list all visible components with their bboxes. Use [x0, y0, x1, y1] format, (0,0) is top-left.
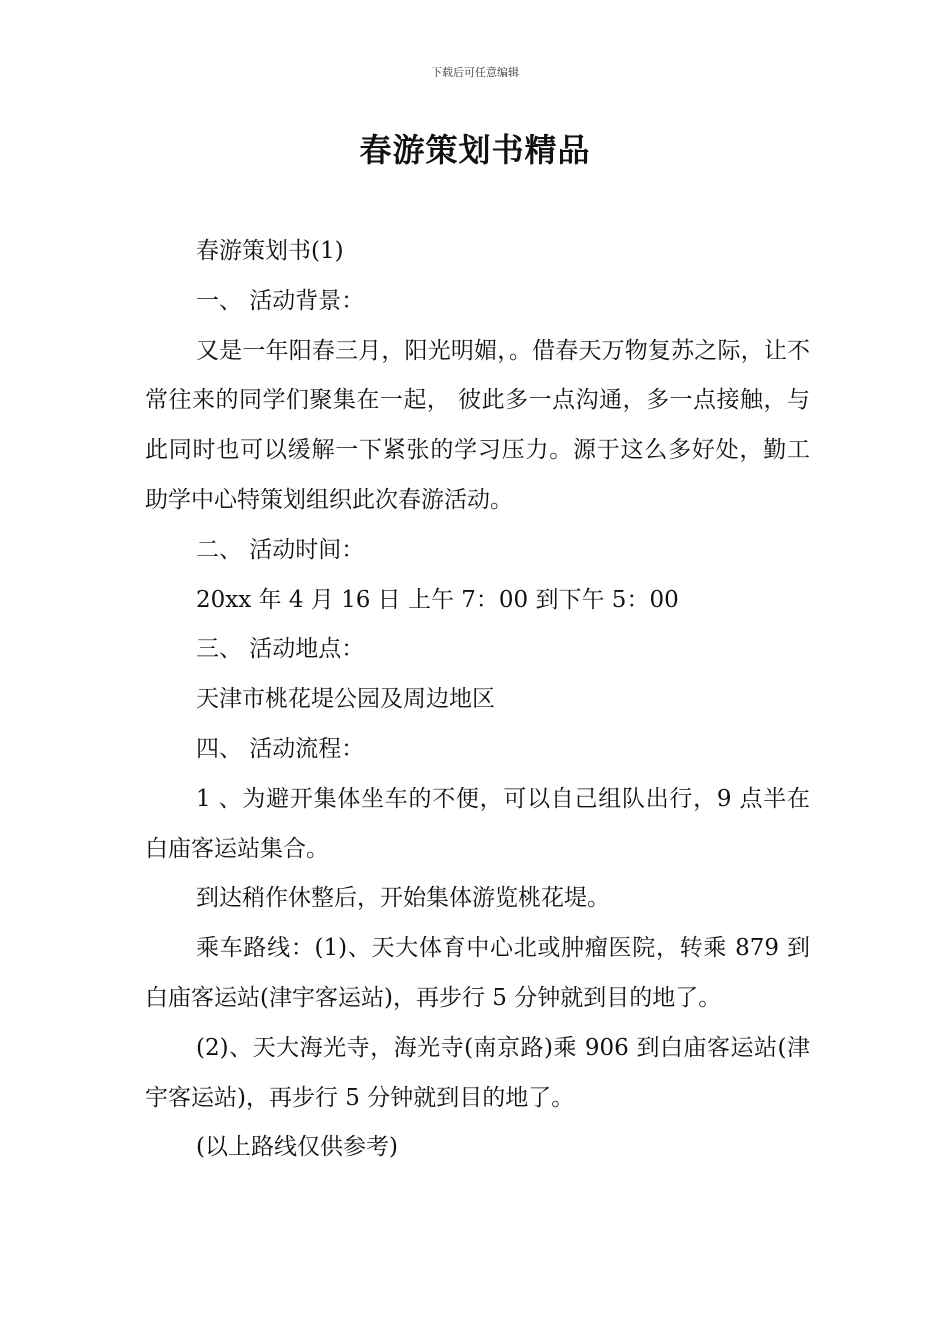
- paragraph-background: 又是一年阳春三月，阳光明媚，。借春天万物复苏之际，让不常往来的同学们聚集在一起， 彼此多一点沟通，多一点接触，与此同时也可以缓解一下紧张的学习压力。源于这么多好处，勤工助学中心特策划组织此次春游活动。: [145, 337, 810, 513]
- paragraph-route-2: (2)、天大海光寺，海光寺(南京路)乘 906 到白庙客运站(津宇客运站)，再步行 5 分钟就到目的地了。: [145, 1034, 810, 1111]
- section-heading-process: 四、 活动流程：: [196, 735, 365, 762]
- paragraph-route-note: (以上路线仅供参考): [196, 1134, 398, 1161]
- header-note: 下载后可任意编辑: [431, 66, 519, 79]
- paragraph-time: 20xx 年 4 月 16 日 上午 7：00 到下午 5：00: [196, 586, 679, 613]
- paragraph-location: 天津市桃花堤公园及周边地区: [196, 686, 495, 713]
- paragraph-subtitle: 春游策划书(1): [196, 238, 344, 264]
- document-body: [145, 227, 810, 1173]
- section-heading-time: 二、 活动时间：: [196, 536, 365, 563]
- section-heading-location: 三、 活动地点：: [196, 636, 365, 663]
- section-heading-background: 一、 活动背景：: [196, 287, 365, 314]
- page-title: 春游策划书精品: [359, 131, 591, 169]
- paragraph-process-step-1: 1 、为避开集体坐车的不便，可以自己组队出行，9 点半在白庙客运站集合。: [145, 785, 810, 862]
- paragraph-process-tour: 到达稍作休整后，开始集体游览桃花堤。: [196, 885, 610, 912]
- paragraph-route-1: 乘车路线：(1)、天大体育中心北或肿瘤医院，转乘 879 到白庙客运站(津宇客运站)，再步行 5 分钟就到目的地了。: [145, 935, 810, 1011]
